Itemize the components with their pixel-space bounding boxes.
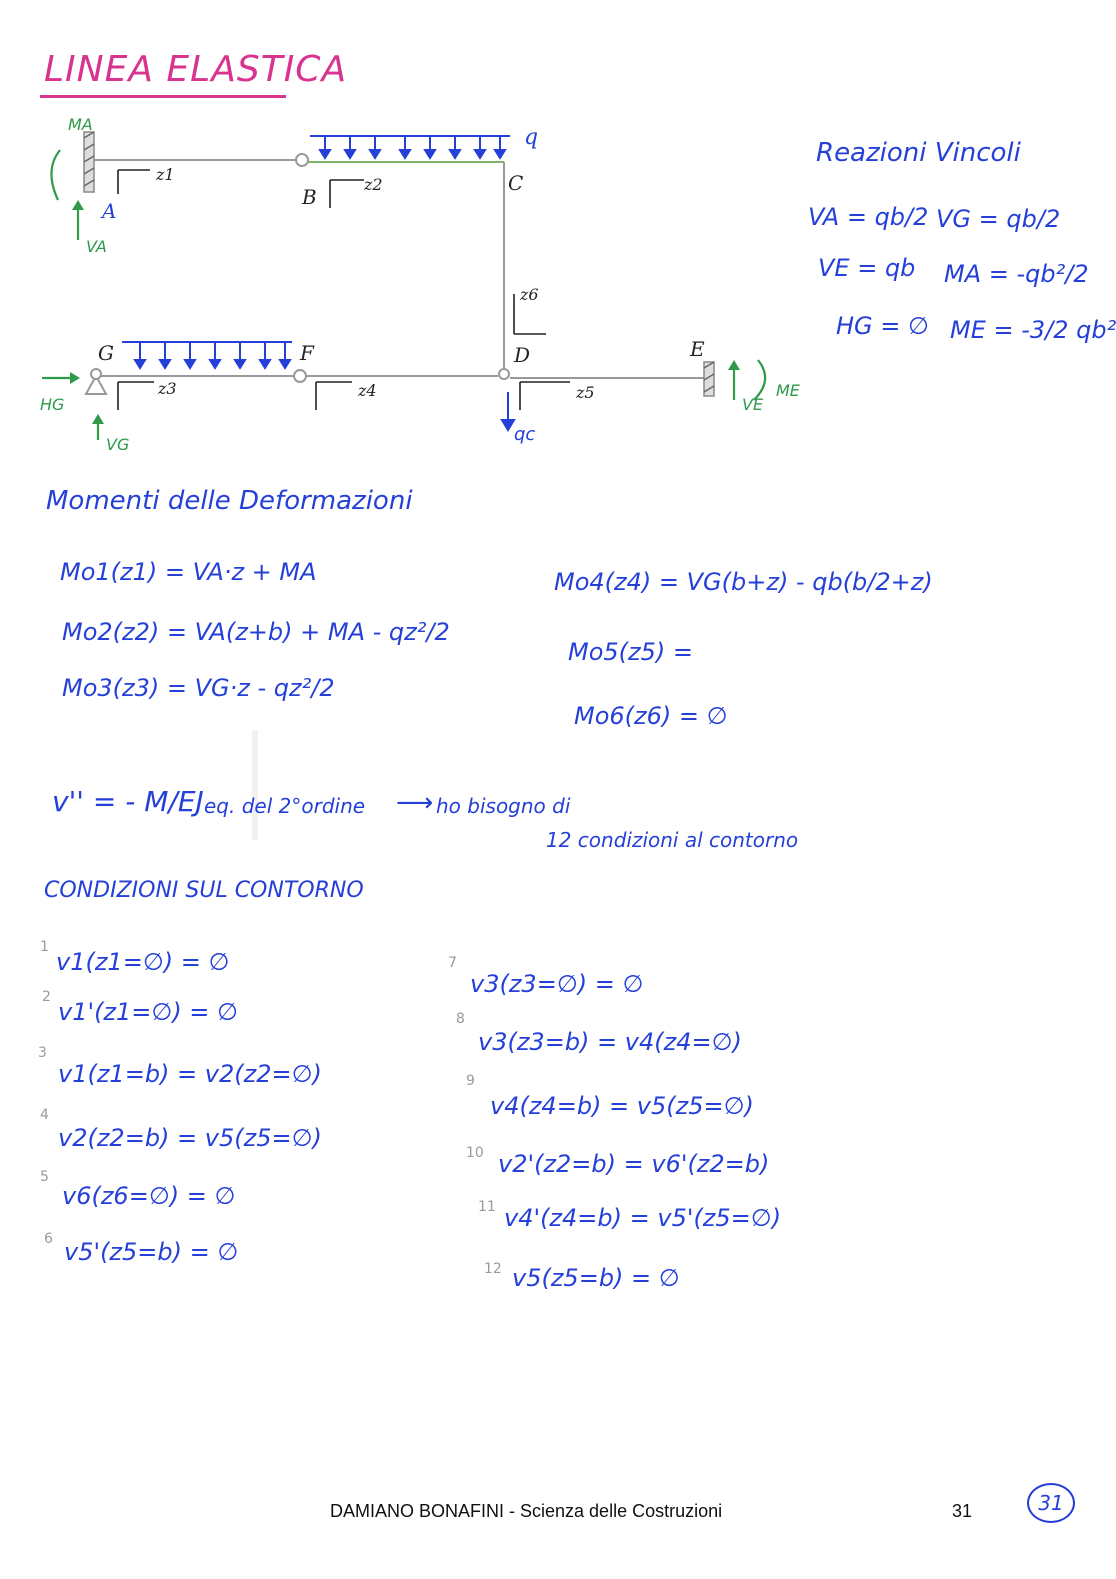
condition-item: v4(z4=b) = v5(z5=∅) (490, 1092, 754, 1120)
reactions-heading: Reazioni Vincoli (816, 138, 1021, 168)
condition-item: v2(z2=b) = v5(z5=∅) (58, 1124, 322, 1152)
elastic-note-1: ho bisogno di (436, 794, 571, 818)
elastic-arrow: ⟶ (396, 788, 434, 818)
moment-5: Mo5(z5) = (568, 638, 693, 666)
axis-z1: z1 (156, 165, 175, 184)
clamp-e (704, 362, 714, 396)
reaction-ma-value: MA = -qb²/2 (944, 260, 1089, 288)
reaction-va-value: VA = qb/2 (808, 203, 929, 231)
hinge-f (294, 370, 306, 382)
scan-mark (252, 730, 258, 840)
node-d: D (514, 343, 531, 367)
distributed-load-bottom (122, 342, 292, 368)
reaction-vg-value: VG = qb/2 (936, 205, 1061, 233)
page-number-badge: 31 (1027, 1483, 1075, 1523)
reaction-va: VA (86, 237, 107, 256)
elastic-desc: eq. del 2°ordine (204, 794, 366, 818)
footer-author-title: DAMIANO BONAFINI - Scienza delle Costruzioni (330, 1501, 723, 1521)
axis-z2: z2 (364, 175, 383, 194)
moments-heading: Momenti delle Deformazioni (46, 486, 413, 516)
reaction-ma: MA (68, 115, 93, 134)
condition-item: v6(z6=∅) = ∅ (62, 1182, 236, 1210)
node-f: F (300, 341, 314, 365)
moment-6: Mo6(z6) = ∅ (574, 702, 728, 730)
condition-item: v5'(z5=b) = ∅ (64, 1238, 239, 1266)
condition-number: 10 (466, 1145, 484, 1161)
footer-page-number: 31 (952, 1501, 973, 1521)
condition-number: 2 (42, 989, 51, 1005)
moment-a-arc (51, 150, 60, 200)
hinge-b (296, 154, 308, 166)
elastic-note-2: 12 condizioni al contorno (546, 828, 799, 852)
condition-item: v3(z3=b) = v4(z4=∅) (478, 1028, 742, 1056)
condition-number: 4 (40, 1107, 49, 1123)
axis-z3: z3 (158, 379, 177, 398)
condition-item: v2'(z2=b) = v6'(z2=b) (498, 1150, 770, 1178)
node-b: B (302, 185, 317, 209)
reaction-me: ME (776, 381, 800, 400)
axis-z5: z5 (576, 383, 595, 402)
moment-4: Mo4(z4) = VG(b+z) - qb(b/2+z) (554, 568, 933, 596)
condition-item: v1(z1=b) = v2(z2=∅) (58, 1060, 322, 1088)
axis-z4: z4 (358, 381, 377, 400)
condition-item: v1'(z1=∅) = ∅ (58, 998, 238, 1026)
elastic-equation: v'' = - M/EJ (52, 785, 204, 818)
reaction-hg-value: HG = ∅ (836, 312, 929, 340)
node-c: C (508, 171, 524, 195)
structure-diagram (30, 110, 830, 470)
hinge-d (499, 369, 509, 379)
condition-number: 6 (44, 1231, 53, 1247)
reaction-me-value: ME = -3/2 qb² (950, 316, 1116, 344)
condition-number: 9 (466, 1073, 475, 1089)
reaction-qc: qc (514, 424, 536, 445)
conditions-heading: CONDIZIONI SUL CONTORNO (44, 878, 364, 903)
page-title: LINEA ELASTICA (44, 49, 348, 90)
condition-number: 1 (40, 939, 49, 955)
condition-number: 11 (478, 1199, 496, 1215)
condition-number: 5 (40, 1169, 49, 1185)
reaction-vg: VG (106, 435, 130, 454)
moment-1: Mo1(z1) = VA·z + MA (60, 558, 317, 586)
reaction-ve: VE (742, 395, 764, 414)
node-e: E (690, 337, 705, 361)
reaction-hg: HG (40, 395, 65, 414)
condition-item: v1(z1=∅) = ∅ (56, 948, 230, 976)
condition-number: 7 (448, 955, 457, 971)
reaction-ve-value: VE = qb (818, 254, 916, 282)
load-label-top: q (524, 125, 539, 150)
condition-number: 12 (484, 1261, 502, 1277)
title-underline (40, 95, 286, 98)
moment-e-arc (754, 360, 765, 400)
condition-item: v4'(z4=b) = v5'(z5=∅) (504, 1204, 782, 1232)
moment-2: Mo2(z2) = VA(z+b) + MA - qz²/2 (62, 618, 450, 646)
distributed-load-top (310, 136, 510, 158)
condition-item: v5(z5=b) = ∅ (512, 1264, 680, 1292)
condition-number: 3 (38, 1045, 47, 1061)
condition-number: 8 (456, 1011, 465, 1027)
condition-item: v3(z3=∅) = ∅ (470, 970, 644, 998)
moment-3: Mo3(z3) = VG·z - qz²/2 (62, 674, 335, 702)
node-a: A (102, 199, 117, 223)
axis-z6: z6 (520, 285, 539, 304)
node-g: G (98, 341, 114, 365)
clamp-a (84, 132, 94, 192)
